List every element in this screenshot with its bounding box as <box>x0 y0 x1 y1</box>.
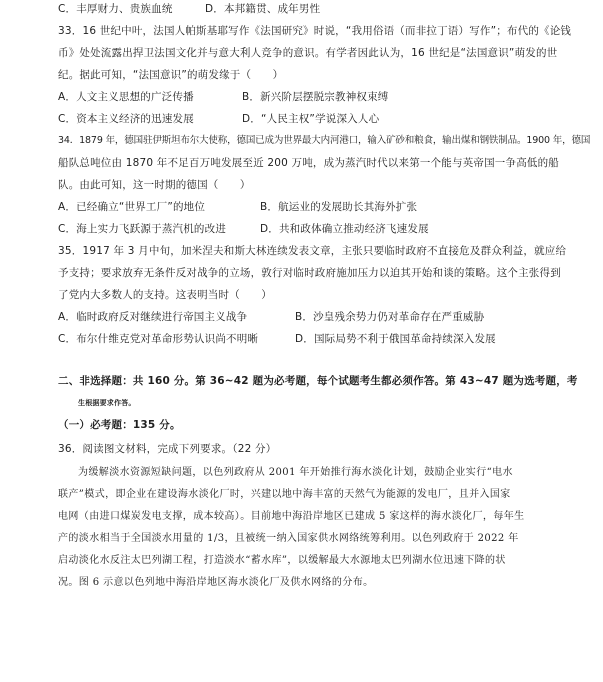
q33-stem-line-1: 33．16 世纪中叶，法国人帕斯基耶写作《法国研究》时说，“我用俗语（而非拉丁语）写作”；布代的《论钱 <box>58 25 572 37</box>
q34-option-d: D．共和政体确立推动经济飞速发展 <box>260 223 429 235</box>
q34-option-a: A．已经确立“世界工厂”的地位 <box>58 201 206 213</box>
q32-option-c: C．丰厚财力、贵族血统 <box>58 3 173 15</box>
q33-option-a: A．人文主义思想的广泛传播 <box>58 91 194 103</box>
section-2-required-label: （一）必考题：135 分。 <box>58 419 181 431</box>
q33-stem-line-2: 币》处处流露出捍卫法国文化并与意大利人竞争的意识。有学者因此认为，16 世纪是“法国意识”萌发的世 <box>58 47 558 59</box>
q36-material-line-4: 产的淡水相当于全国淡水用量的 1/3，且被统一纳入国家供水网络统筹利用。以色列政府于 2022 年 <box>58 533 519 544</box>
q34-stem-line-3: 队。由此可知，这一时期的德国（ ） <box>58 179 251 191</box>
section-2-heading-line-1: 二、非选择题：共 160 分。第 36~42 题为必考题，每个试题考生都必须作答。第 43~47 题为选考题，考 <box>58 375 578 387</box>
q36-material-line-6: 况。图 6 示意以色列地中海沿岸地区海水淡化厂及供水网络的分布。 <box>58 577 374 588</box>
q36-material-line-3: 电网（由进口煤炭发电支撑，成本较高）。目前地中海沿岸地区已建成 5 家这样的海水淡化厂，每年生 <box>58 511 525 522</box>
q36-title: 36．阅读图文材料，完成下列要求。（22 分） <box>58 443 277 455</box>
section-2-heading-line-2: 生根据要求作答。 <box>78 399 136 407</box>
q36-material-line-2: 联产”模式，即企业在建设海水淡化厂时，兴建以地中海丰富的天然气为能源的发电厂，且并入国家 <box>58 489 511 500</box>
q33-stem-line-3: 纪。据此可知，“法国意识”的萌发缘于（ ） <box>58 69 284 81</box>
q34-option-c: C．海上实力飞跃源于蒸汽机的改进 <box>58 223 227 235</box>
q35-option-a: A．临时政府反对继续进行帝国主义战争 <box>58 311 248 323</box>
q36-material-line-5: 启动淡化水反注太巴列湖工程，打造淡水“蓄水库”，以缓解最大水源地太巴列湖水位迅速下降的状 <box>58 555 506 566</box>
q33-option-d: D．“人民主权”学说深入人心 <box>242 113 380 125</box>
q34-option-b: B．航运业的发展助长其海外扩张 <box>260 201 418 213</box>
q33-option-c: C．资本主义经济的迅速发展 <box>58 113 194 125</box>
q35-option-b: B．沙皇残余势力仍对革命存在严重威胁 <box>295 311 485 323</box>
q35-stem-line-3: 了党内大多数人的支持。这表明当时（ ） <box>58 289 272 301</box>
q35-option-c: C．布尔什维克党对革命形势认识尚不明晰 <box>58 333 259 345</box>
q34-stem-line-2: 船队总吨位由 1870 年不足百万吨发展至近 200 万吨，成为蒸汽时代以来第一个能与英帝国一争高低的船 <box>58 157 560 169</box>
q36-material-line-1: 为缓解淡水资源短缺问题，以色列政府从 2001 年开始推行海水淡化计划，鼓励企业实行“电水 <box>78 467 513 478</box>
q33-option-b: B．新兴阶层摆脱宗教神权束缚 <box>242 91 389 103</box>
q35-option-d: D．国际局势不利于俄国革命持续深入发展 <box>295 333 496 345</box>
q34-stem-line-1: 34．1879 年，德国驻伊斯坦布尔大使称，德国已成为世界最大内河港口，输入矿砂和粮食，输出煤和钢铁制品。1900 年，德国 <box>58 135 591 146</box>
q35-stem-line-1: 35．1917 年 3 月中旬，加米涅夫和斯大林连续发表文章，主张只要临时政府不直接危及群众利益，就应给 <box>58 245 567 257</box>
q32-option-d: D．本邦籍贯、成年男性 <box>205 3 321 15</box>
q35-stem-line-2: 予支持；要求放弃无条件反对战争的立场，敦行对临时政府施加压力以迫其开始和谈的策略。这个主张得到 <box>58 267 561 279</box>
